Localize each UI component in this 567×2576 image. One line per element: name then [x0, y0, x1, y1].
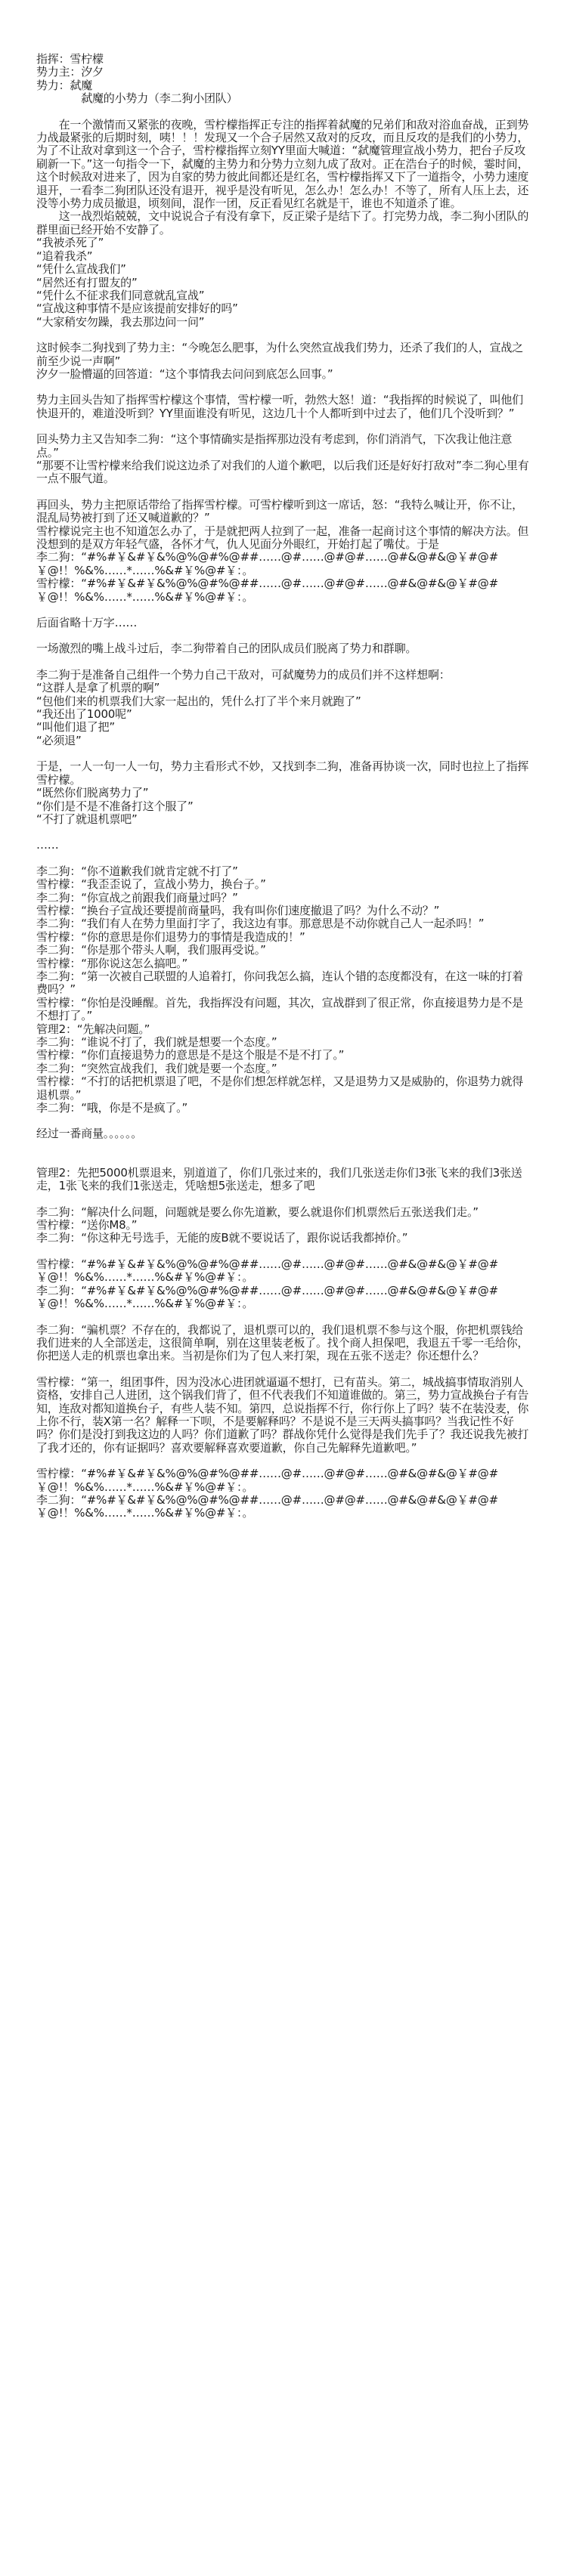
quote-line: “凭什么不征求我们同意就乱宣战” — [36, 288, 205, 302]
paragraph: 李二狗于是准备自己组件一个势力自己干敌对，可弑魔势力的成员们并不这样想啊： — [36, 667, 451, 682]
paragraph: 后面省略十万字…… — [36, 616, 138, 630]
quote-line: “大家稍安勿躁，我去那边问一问” — [36, 314, 205, 329]
dialogue-line: 李二狗：“第一次被自己联盟的人追着打，你问我怎么搞，连认个错的态度都没有，在这一味的打着费吗？” — [36, 969, 523, 997]
dialogue-line: 雪柠檬：“换台子宣战还要提前商量吗，我有叫你们速度撤退了吗？为什么不动？” — [36, 903, 440, 917]
dialogue-line: 李二狗：“解决什么问题，问题就是要么你先道歉，要么就退你们机票然后五张送我们走。” — [36, 1205, 479, 1219]
dialogue-line: 李二狗：“#%#￥&#￥&%@%@#%@##……@#……@#@#……@#&@#&@￥#@#￥@!！%&%……*……%&#￥%@#￥：。 — [36, 1492, 498, 1520]
spacer — [36, 1115, 534, 1127]
paragraph: 雪柠檬说完主也不知道怎么办了，于是就把两人拉到了一起，准备一起商讨这个事情的解决方法。但没想到的是双方年轻气盛，各怀才气，仇人见面分外眼红，开始打起了嘴仗。于是 — [36, 524, 529, 551]
dialogue-line: 雪柠檬：“你们直接退势力的意思是不是这个服是不是不打了。” — [36, 1048, 345, 1062]
dialogue-line: 李二狗：“我们有人在势力里面打字了，我这边有事。那意思是不动你就自己人一起杀吗！” — [36, 917, 485, 931]
dialogue-line: 雪柠檬：“我歪歪说了，宣战小势力，换台子。” — [36, 877, 266, 892]
spacer — [36, 604, 534, 617]
dialogue-line: 李二狗：“你是那个带头人啊，我们服再受说。” — [36, 943, 266, 957]
quote-line: “必须退” — [36, 733, 82, 747]
quote-line: “既然你们脱离势力了” — [36, 786, 149, 800]
dialogue-line: 李二狗：“突然宣战我们，我们就是要一个态度。” — [36, 1061, 277, 1075]
spacer — [36, 381, 534, 394]
quote-line: “居然还有打盟友的” — [36, 275, 138, 289]
quote-line: “不打了就退机票吧” — [36, 812, 138, 826]
quote-line: “你们是不是不准备打这个服了” — [36, 799, 194, 813]
paragraph: “那要不让雪柠檬来给我们说这边杀了对我们的人道个歉吧，以后我们还是好好打敌对”李二狗心里有一点不服气道。 — [36, 458, 529, 486]
spacer — [36, 420, 534, 433]
paragraph: 雪柠檬：“第一，组团事件，因为没冰心进团就逼逼不想打，已有苗头。第二，城战搞事情取消别人资格，安排自己人进团，这个锅我们背了，但不代表我们不知道谁做的。第三，势力宣战换台子有告知，连敌对都知道换台子，有些人装不知。第四，总说指挥不行，你行你上了吗？装不在装没麦，你上你不行，装X第一名？解释一下呗，不是要解释吗？不是说不是三天两头搞事吗？当我记性不好吗？你们是没打到我这边的人吗？你们道歉了吗？群战你凭什么觉得是我们先手了？我还说我先被打了我才还的，你有证据吗？喜欢要解释喜欢要道歉，你自己先解释先道歉吧。” — [36, 1375, 529, 1455]
paragraph: 再回头，势力主把原话带给了指挥雪柠檬。可雪柠檬听到这一席话，怒：“我特么喊让开，你不让，混乱局势被打到了还又喊道歉的？” — [36, 497, 523, 525]
spacer — [36, 656, 534, 669]
paragraph: 于是，一人一句一人一句，势力主看形式不妙，又找到李二狗，准备再协谈一次，同时也拉上了指挥雪柠檬。 — [36, 759, 529, 787]
quote-line: “叫他们退了把” — [36, 720, 115, 734]
paragraph: 经过一番商量。。。。。。 — [36, 1127, 143, 1141]
spacer — [36, 1311, 534, 1324]
paragraph: 势力主回头告知了指挥雪柠檬这个事情，雪柠檬一听，勃然大怒！道：“我指挥的时候说了，叫他们快退开的，难道没听到？YY里面谁没有听见，这边几十个人都听到中过去了，他们几个没听到？” — [36, 393, 523, 420]
paragraph-intro: 在一个激情而又紧张的夜晚，雪柠檬指挥正专注的指挥着弑魔的兄弟们和敌对浴血奋战，正到势力战最紧张的后期时刻，咦！！！发现又一个合子居然又敌对的反攻，而且反攻的是我们的小势力，为了不让敌对拿到这一个合子，雪柠檬指挥立刻YY里面大喊道：“弑魔管理宣战小势力，把台子反攻刷新一下。”这一句指令一下，弑魔的主势力和分势力立刻九成了敌对。正在浩台子的时候，霎时间，这个时候敌对进来了，因为自家的势力彼此间都还是红名，雪柠檬指挥又下了一道指令，小势力速度退开，一看李二狗团队还没有退开，视乎是没有听见，怎么办！怎么办！不等了，所有人压上去，还没等小势力成员撤退，顷刻间，混作一团，反正看见红名就是干，谁也不知道杀了谁。 — [36, 117, 529, 211]
spacer — [36, 629, 534, 642]
spacer — [36, 1363, 534, 1376]
dialogue-line: 李二狗：“谁说不打了，我们就是想要一个态度。” — [36, 1035, 277, 1049]
paragraph: 汐夕一脸懵逼的回答道：“这个事情我去问问到底怎么回事。” — [36, 366, 333, 381]
dialogue-line: 雪柠檬：“#%#￥&#￥&%@%@#%@##……@#……@#@#……@#&@#&@￥#@#￥@!！%&%……*……%&#￥%@#￥：。 — [36, 1257, 498, 1285]
dialogue-line: 雪柠檬：“不打的话把机票退了吧，不是你们想怎样就怎样，又是退势力又是威胁的，你退势力就得退机票。” — [36, 1075, 523, 1102]
spacer — [36, 1193, 534, 1206]
quote-line: “这群人是拿了机票的啊” — [36, 681, 160, 695]
spacer — [36, 1154, 534, 1167]
paragraph: 管理2：先把5000机票退来，别道道了，你们几张过来的，我们几张送走你们3张飞来的我们3张送走，1张飞来的我们1张送走，凭啥想5张送走，想多了吧 — [36, 1165, 522, 1193]
dialogue-line: 李二狗：“你宣战之前跟我们商量过吗？” — [36, 890, 238, 905]
dialogue-line: 李二狗：“你不道歉我们就肯定就不打了” — [36, 864, 238, 878]
dialogue-line: 李二狗：“你这种无号选手，无能的废B就不要说话了，跟你说话我都掉价。” — [36, 1231, 408, 1245]
line-3: 势力：弑魔 — [36, 78, 93, 92]
paragraph: 这时候李二狗找到了势力主：“今晚怎么肥事，为什么突然宣战我们势力，还杀了我们的人，宣战之前至少说一声啊” — [36, 341, 523, 368]
quote-line: “我还出了1000呢” — [36, 707, 132, 722]
dialogue-line: 李二狗：“#%#￥&#￥&%@%@#%@##……@#……@#@#……@#&@#&@￥#@#￥@!！%&%……*……%&#￥%@#￥：。 — [36, 1283, 498, 1311]
dialogue-line: 雪柠檬：“#%#￥&#￥&%@%@#%@##……@#……@#@#……@#&@#&@￥#@#￥@!！%&%……*……%&#￥%@#￥：。 — [36, 577, 498, 604]
dialogue-line: 雪柠檬：“那你说这怎么搞吧。” — [36, 956, 188, 970]
spacer — [36, 1245, 534, 1258]
quote-line: “我被杀死了” — [36, 236, 104, 250]
quote-line: “追着我杀” — [36, 249, 93, 263]
dialogue-line: 李二狗：“#%#￥&#￥&%@%@#%@##……@#……@#@#……@#&@#&@￥#@#￥@!！%&%……*……%&#￥%@#￥：。 — [36, 550, 498, 577]
quote-line: “包他们来的机票我们大家一起出的，凭什么打了半个来月就跑了” — [36, 694, 361, 708]
quote-line: “凭什么宣战我们” — [36, 262, 126, 277]
paragraph: 回头势力主又告知李二狗：“这个事情确实是指挥那边没有考虑到，你们消消气，下次我让他注意点。” — [36, 432, 513, 459]
paragraph: 李二狗：“骗机票？不存在的，我都说了，退机票可以的，我们退机票不参与这个服，你把机票钱给我们进来的人全部送走，这很简单啊，别在这里装老板了。找个商人担保吧，我退五千零一毛给你，你把送人走的机票也拿出来。当初是你们为了包人来打架，现在五张不送走？你还想什么？ — [36, 1322, 529, 1363]
dialogue-line: 雪柠檬：“送你M8。” — [36, 1218, 138, 1232]
spacer — [36, 852, 534, 865]
paragraph-intro-2: 这一战烈焰兢兢，文中说说合子有没有拿下，反正梁子是结下了。打完势力战，李二狗小团队的群里面已经开始不安静了。 — [36, 209, 529, 237]
dialogue-line: 雪柠檬：“#%#￥&#￥&%@%@#%@##……@#……@#@#……@#&@#&@￥#@#￥@!！%&%……*……%&#￥%@#￥：。 — [36, 1467, 498, 1494]
spacer — [36, 486, 534, 499]
spacer — [36, 329, 534, 342]
line-4: 弑魔的小势力（李二狗小团队） — [36, 91, 238, 106]
spacer — [36, 747, 534, 760]
dialogue-line: 雪柠檬：“你怕是没睡醒。首先，我指挥没有问题，其次，宣战群到了很正常，你直接退势力是不是不想打了。” — [36, 995, 523, 1023]
dialogue-line: 李二狗：“哦，你是不是疯了。” — [36, 1101, 188, 1115]
dialogue-line: 雪柠檬：“你的意思是你们退势力的事情是我造成的！” — [36, 929, 305, 944]
spacer — [36, 826, 534, 839]
dialogue-line: 管理2：“先解决问题。” — [36, 1022, 150, 1036]
paragraph: 一场激烈的嘴上战斗过后，李二狗带着自己的团队成员们脱离了势力和群聊。 — [36, 642, 417, 656]
ellipsis: …… — [36, 838, 59, 852]
spacer — [36, 1455, 534, 1467]
spacer — [36, 106, 534, 119]
line-2: 势力主：汐夕 — [36, 65, 104, 79]
quote-line: “宣战这种事情不是应该提前安排好的吗” — [36, 302, 238, 316]
line-1: 指挥：雪柠檬 — [36, 52, 104, 66]
spacer — [36, 1141, 534, 1154]
